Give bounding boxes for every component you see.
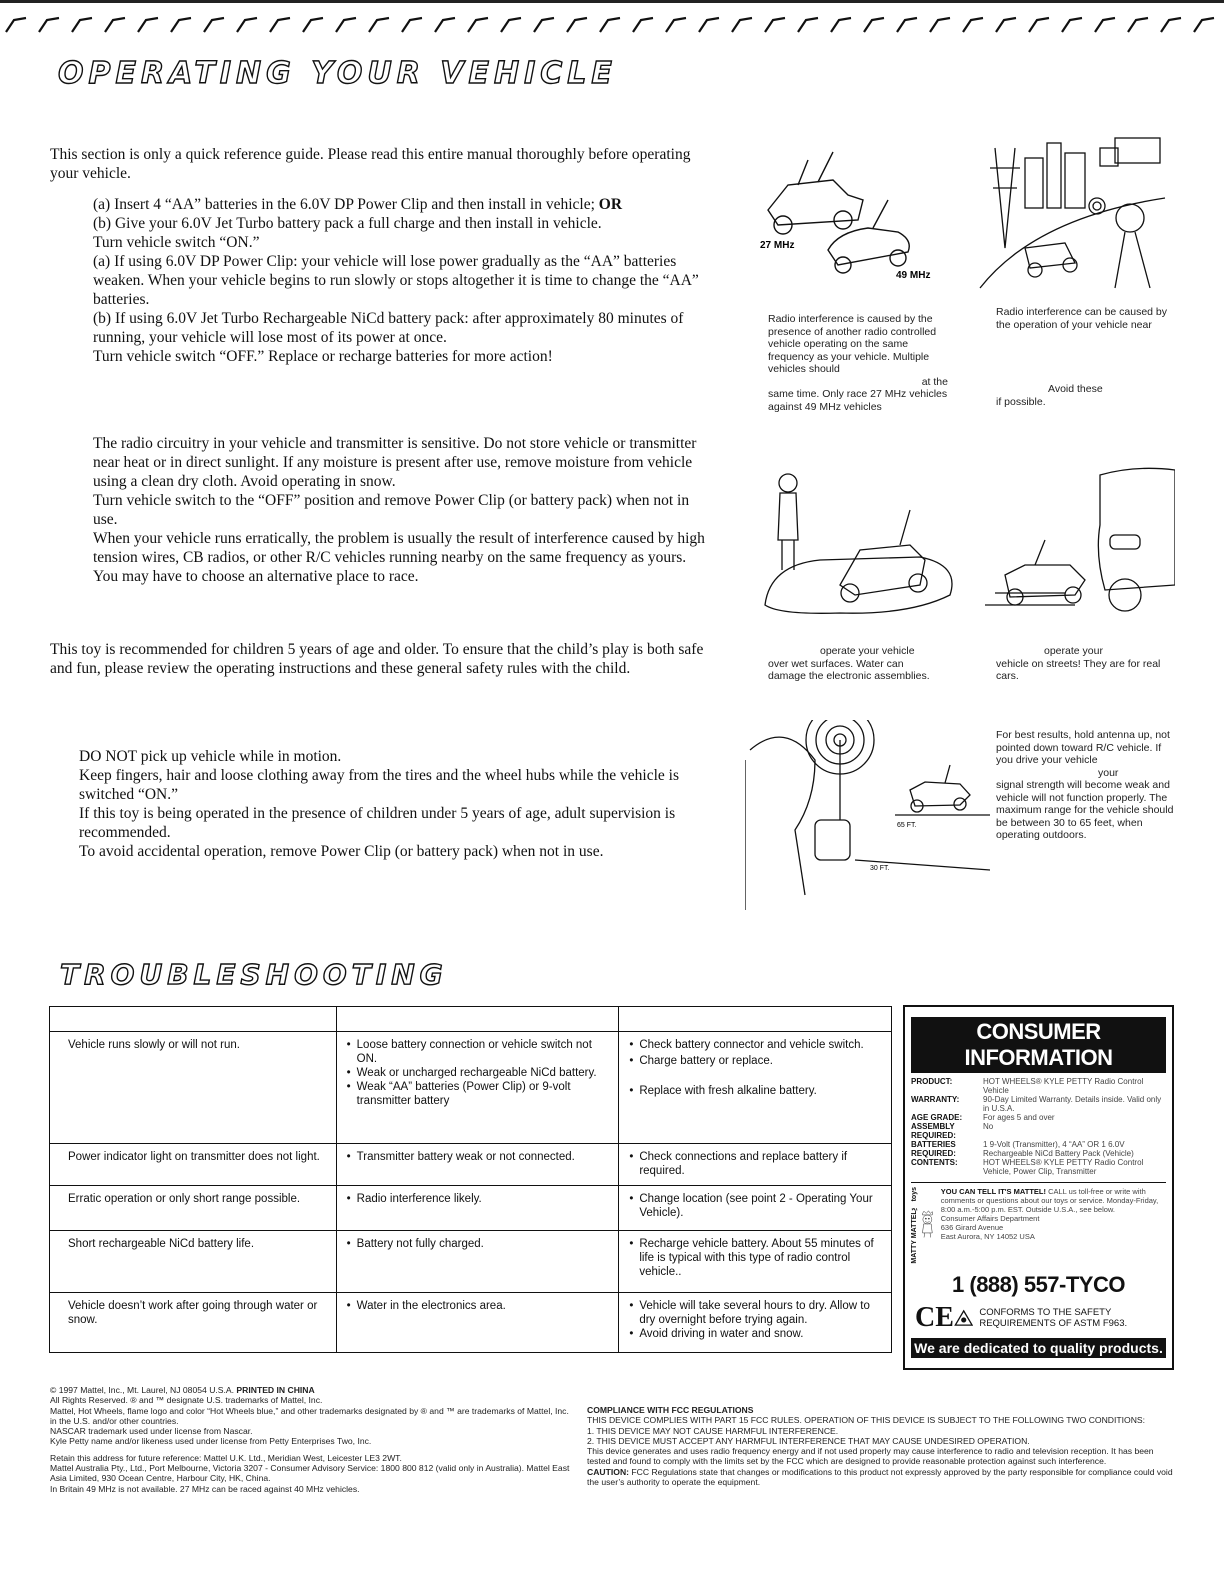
- ce-mark: CE: [915, 1301, 954, 1333]
- illustration-wet-surface: [760, 465, 960, 625]
- fcc-line: 2. THIS DEVICE MUST ACCEPT ANY HARMFUL INTERFERENCE THAT MAY CAUSE UNDESIRED OPERATION.: [587, 1435, 1030, 1446]
- border-dash: [336, 18, 356, 32]
- border-dash: [1128, 18, 1148, 32]
- cause-item: • Loose battery connection or vehicle switch not ON.: [357, 1038, 611, 1066]
- caption-text: same time. Only race 27 MHz vehicles against 49 MHz vehicles: [768, 388, 948, 413]
- problem-cell: Power indicator light on transmitter does not light.: [50, 1144, 337, 1186]
- table-row: [50, 1293, 892, 1353]
- fcc-title: COMPLIANCE WITH FCC REGULATIONS: [587, 1405, 754, 1415]
- address-line: East Aurora, NY 14052 USA: [940, 1232, 1035, 1241]
- border-dash: [699, 18, 719, 32]
- step-3a: (a) If using 6.0V DP Power Clip: your vehicle will lose power gradually as the “AA” batteries weaken. When your vehicle begins to run slowly or stops altogether it is time to change the “AA” batteries.: [93, 253, 699, 308]
- safety-rules: [79, 747, 724, 861]
- border-dash: [468, 18, 488, 32]
- consumer-row: [911, 1122, 1166, 1140]
- fcc-caution: [587, 1467, 1175, 1488]
- border-dash: [1062, 18, 1082, 32]
- solution-cell: [619, 1186, 892, 1231]
- legal-line: Mattel, Hot Wheels, flame logo and color “Hot Wheels blue,” and other trademarks designated by ® and ™ are trademarks of Mattel, Inc. in the U.S. and/or other countries.: [50, 1405, 569, 1426]
- consumer-key: WARRANTY:: [911, 1095, 960, 1104]
- safety-intro: This toy is recommended for children 5 years of age and older. To ensure that the child’s play is both safe and fun, please review the operating instructions and these general safety rules with the child.: [50, 641, 704, 677]
- cause-cell: [336, 1144, 619, 1186]
- border-dash: [1161, 18, 1181, 32]
- safety-rule: If this toy is being operated in the presence of children under 5 years of age, adult supervision is recommended.: [79, 805, 676, 841]
- warning-triangle-icon: [954, 1305, 973, 1331]
- legal-line: [50, 1385, 575, 1395]
- cause-item: • Water in the electronics area.: [357, 1299, 611, 1313]
- table-row: [50, 1231, 892, 1293]
- border-dash: [1194, 18, 1214, 32]
- mattel-contact: [911, 1182, 1166, 1264]
- step-emphasis: OR: [598, 196, 623, 213]
- legal-text: © 1997 Mattel, Inc., Mt. Laurel, NJ 08054 U.S.A.: [50, 1385, 237, 1395]
- consumer-key: BATTERIES REQUIRED:: [911, 1140, 956, 1158]
- caption-streets: [996, 645, 1176, 683]
- consumer-key: PRODUCT:: [911, 1077, 953, 1086]
- border-dash: [171, 18, 191, 32]
- label-49mhz: 49 MHz: [896, 270, 931, 281]
- care-paragraph: When your vehicle runs erratically, the problem is usually the result of interference caused by high tension wires, CB radios, or other R/C vehicles running nearby on the same frequency as yours. You may have to choose an alternative place to race.: [93, 530, 705, 585]
- table-row: [50, 1032, 892, 1144]
- legal-line: In Britain 49 MHz is not available. 27 MHz can be raced against 40 MHz vehicles.: [50, 1483, 360, 1494]
- border-dash: [237, 18, 257, 32]
- cause-item: • Battery not fully charged.: [357, 1237, 611, 1251]
- solution-cell: [619, 1293, 892, 1353]
- step-3b: (b) If using 6.0V Jet Turbo Rechargeable NiCd battery pack: after approximately 80 minutes of running, your vehicle will lose most of its power at once.: [93, 310, 684, 346]
- legal-line: Kyle Petty name and/or likeness used under license from Petty Enterprises Two, Inc.: [50, 1436, 372, 1447]
- caption-interference-wires: [996, 306, 1176, 408]
- illustration-range: [745, 720, 990, 910]
- consumer-value: 90-Day Limited Warranty. Details inside. Valid only in U.S.A.: [983, 1095, 1162, 1113]
- caption-text: Radio interference is caused by the presence of another radio controlled vehicle operating on the same frequency as your vehicle. Multiple vehicles should: [768, 313, 937, 375]
- consumer-key: CONTENTS:: [911, 1158, 958, 1167]
- solution-item: • Check battery connector and vehicle switch.: [639, 1038, 883, 1052]
- intro-block: [50, 145, 700, 183]
- border-dash: [138, 18, 158, 32]
- border-dash: [105, 18, 125, 32]
- step-4: Turn vehicle switch “OFF.” Replace or recharge batteries for more action!: [93, 348, 553, 365]
- section-title: OPERATING YOUR VEHICLE: [58, 56, 617, 91]
- illustration-street: [985, 465, 1175, 625]
- border-dash: [369, 18, 389, 32]
- label-27mhz: 27 MHz: [760, 240, 795, 251]
- caption-text: signal strength will become weak and vehicle will not function properly. The maximum range for the vehicle should be between 30 to 65 feet, when operating outdoors.: [996, 779, 1174, 841]
- border-dash: [6, 18, 26, 32]
- safety-intro-block: [50, 640, 715, 678]
- side-label: MATTY MATTEL™ toys: [911, 1187, 918, 1264]
- solution-item: • Avoid driving in water and snow.: [639, 1327, 883, 1341]
- consumer-value: No: [983, 1122, 994, 1131]
- caption-text: For best results, hold antenna up, not pointed down toward R/C vehicle. If you drive your vehicle: [996, 729, 1170, 766]
- caption-text: at the: [921, 375, 948, 388]
- decorative-dash-border: [0, 8, 1224, 42]
- caption-text: your: [1098, 766, 1119, 779]
- cause-cell: [336, 1186, 619, 1231]
- border-dash: [501, 18, 521, 32]
- address-line: Consumer Affairs Department: [940, 1214, 1040, 1223]
- border-dash: [930, 18, 950, 32]
- safety-rule: DO NOT pick up vehicle while in motion.: [79, 748, 342, 765]
- consumer-value: HOT WHEELS® KYLE PETTY Radio Control Vehicle: [983, 1077, 1144, 1095]
- table-row: [50, 1186, 892, 1231]
- cause-item: • Weak or uncharged rechargeable NiCd battery.: [357, 1066, 611, 1080]
- border-dash: [534, 18, 554, 32]
- border-dash: [402, 18, 422, 32]
- solution-cell: [619, 1231, 892, 1293]
- border-dash: [732, 18, 752, 32]
- caption-text: Radio interference can be caused by the operation of your vehicle near: [996, 306, 1168, 331]
- tell-block: [941, 1187, 1166, 1264]
- border-dash: [864, 18, 884, 32]
- caption-text: operate your vehicle: [820, 645, 915, 657]
- consumer-value: HOT WHEELS® KYLE PETTY Radio Control Vehicle, Power Clip, Transmitter: [983, 1158, 1144, 1176]
- consumer-key: ASSEMBLY REQUIRED:: [911, 1122, 956, 1140]
- legal-line: Mattel Australia Pty., Ltd., Port Melbourne, Victoria 3207 - Consumer Advisory Service: 1800 800 812 (valid only in Australia). Mattel East Asia Limited, 930 Ocean Centre, Harbour City, HK, China.: [50, 1463, 570, 1484]
- caption-range: [996, 729, 1174, 842]
- consumer-row: [911, 1140, 1166, 1158]
- tell-title: YOU CAN TELL IT'S MATTEL!: [940, 1187, 1046, 1196]
- caption-wet-surface: [768, 645, 943, 683]
- mascot-illustration: [918, 1187, 937, 1262]
- border-dash: [1095, 18, 1115, 32]
- border-dash: [39, 18, 59, 32]
- column-header: [50, 1007, 337, 1032]
- safety-rule: To avoid accidental operation, remove Power Clip (or battery pack) when not in use.: [79, 843, 604, 860]
- column-header: [336, 1007, 619, 1032]
- border-dash: [435, 18, 455, 32]
- solution-item: • Change location (see point 2 - Operating Your Vehicle).: [639, 1192, 883, 1220]
- top-border: [0, 0, 1224, 3]
- border-dash: [600, 18, 620, 32]
- border-dash: [765, 18, 785, 32]
- illustration-two-cars: [748, 140, 968, 290]
- cause-item: • Transmitter battery weak or not connected.: [357, 1150, 611, 1164]
- cause-cell: [336, 1231, 619, 1293]
- legal-line: NASCAR trademark used under license from Nascar.: [50, 1426, 253, 1437]
- table-row: [50, 1144, 892, 1186]
- caution-label: CAUTION:: [587, 1466, 630, 1477]
- troubleshooting-table: [49, 1006, 892, 1353]
- border-dash: [567, 18, 587, 32]
- border-dash: [204, 18, 224, 32]
- caption-interference-vehicles: [768, 313, 948, 413]
- consumer-information-box: [903, 1005, 1174, 1370]
- solution-cell: [619, 1032, 892, 1144]
- safety-conformance: [915, 1302, 1162, 1334]
- label-30ft: 30 FT.: [870, 865, 890, 872]
- intro-paragraph: This section is only a quick reference guide. Please read this entire manual thoroughly before operating your vehicle.: [50, 146, 691, 182]
- border-dash: [303, 18, 323, 32]
- cause-cell: [336, 1032, 619, 1144]
- border-dash: [996, 18, 1016, 32]
- caption-text: operate your: [1044, 645, 1103, 657]
- caption-text: over wet surfaces. Water can damage the electronic assemblies.: [768, 657, 930, 682]
- caption-text: Avoid these: [1048, 383, 1103, 395]
- border-dash: [963, 18, 983, 32]
- solution-item: • Replace with fresh alkaline battery.: [639, 1084, 883, 1098]
- caption-text: if possible.: [996, 395, 1046, 408]
- border-dash: [666, 18, 686, 32]
- consumer-row: [911, 1095, 1166, 1113]
- solution-item: • Charge battery or replace.: [639, 1054, 883, 1068]
- solution-item: • Check connections and replace battery if required.: [639, 1150, 883, 1178]
- consumer-info-title: CONSUMER INFORMATION: [911, 1017, 1166, 1073]
- step-text: (a) Insert 4 “AA” batteries in the 6.0V DP Power Clip and then install in vehicle;: [93, 196, 599, 213]
- legal-emphasis: PRINTED IN CHINA: [236, 1385, 315, 1395]
- care-block: [93, 434, 713, 586]
- fcc-line: 1. THIS DEVICE MAY NOT CAUSE HARMFUL INTERFERENCE.: [587, 1425, 839, 1436]
- cause-item: • Weak “AA” batteries (Power Clip) or 9-volt transmitter battery: [357, 1080, 611, 1108]
- step-1b: (b) Give your 6.0V Jet Turbo battery pack a full charge and then install in vehicle.: [93, 215, 602, 232]
- problem-cell: Erratic operation or only short range possible.: [50, 1186, 337, 1231]
- border-dash: [831, 18, 851, 32]
- legal-line: Retain this address for future reference: Mattel U.K. Ltd., Meridian West, Leicester LE3 2WT.: [50, 1452, 402, 1463]
- border-dash: [72, 18, 92, 32]
- cause-item: • Radio interference likely.: [357, 1192, 611, 1206]
- label-65ft: 65 FT.: [897, 822, 917, 829]
- table-header-row: [50, 1007, 892, 1032]
- solution-item: • Recharge vehicle battery. About 55 minutes of life is typical with this type of radio control vehicle..: [639, 1237, 883, 1279]
- column-header: [619, 1007, 892, 1032]
- cause-cell: [336, 1293, 619, 1353]
- consumer-row: [911, 1077, 1166, 1095]
- phone-number: 1 (888) 557-TYCO: [952, 1271, 1125, 1297]
- address-line: 636 Girard Avenue: [940, 1223, 1004, 1232]
- border-dash: [633, 18, 653, 32]
- caption-text: vehicle on streets! They are for real cars.: [996, 657, 1161, 682]
- care-paragraph: Turn vehicle switch to the “OFF” position and remove Power Clip (or battery pack) when not in use.: [93, 492, 690, 528]
- problem-cell: Vehicle runs slowly or will not run.: [50, 1032, 337, 1144]
- border-dash: [270, 18, 290, 32]
- care-paragraph: The radio circuitry in your vehicle and transmitter is sensitive. Do not store vehicle or transmitter near heat or in direct sunlight. If any moisture is present after use, remove moisture from vehicle using a clean dry cloth. Avoid operating in snow.: [93, 435, 697, 490]
- consumer-value: 1 9-Volt (Transmitter), 4 “AA” OR 1 6.0V Rechargeable NiCd Battery Pack (Vehicle): [983, 1140, 1134, 1158]
- consumer-row: [911, 1158, 1166, 1176]
- legal-line: All Rights Reserved. ® and ™ designate U.S. trademarks of Mattel, Inc.: [50, 1395, 323, 1406]
- safety-rule: Keep fingers, hair and loose clothing away from the tires and the wheel hubs while the vehicle is switched “ON.”: [79, 767, 680, 803]
- border-dash: [798, 18, 818, 32]
- conforms-text: CONFORMS TO THE SAFETY REQUIREMENTS OF ASTM F963.: [979, 1306, 1128, 1329]
- illustration-power-lines: [975, 128, 1175, 298]
- solution-item: • Vehicle will take several hours to dry. Allow to dry overnight before trying again.: [639, 1299, 883, 1327]
- troubleshooting-title: TROUBLESHOOTING: [60, 958, 448, 991]
- consumer-key: AGE GRADE:: [911, 1113, 963, 1122]
- consumer-row: [911, 1113, 1166, 1122]
- caution-text: FCC Regulations state that changes or modifications to this product not expressly approved by the party responsible for compliance could void the user’s authority to operate the equipment.: [587, 1466, 1173, 1488]
- fcc-line: This device generates and uses radio frequency energy and if not used properly may cause interference to radio and television reception. It has been tested and found to comply with the limits set by the FCC which are designed to provide reasonable protection against such interference.: [587, 1446, 1154, 1467]
- problem-cell: Short rechargeable NiCd battery life.: [50, 1231, 337, 1293]
- fcc-line: THIS DEVICE COMPLIES WITH PART 15 FCC RULES. OPERATION OF THIS DEVICE IS SUBJECT TO THE FOLLOWING TWO CONDITIONS:: [587, 1415, 1146, 1426]
- border-dash: [897, 18, 917, 32]
- operating-steps: [93, 195, 708, 366]
- border-dash: [1029, 18, 1049, 32]
- tell-text: CALL us toll-free or write with comments or questions about our toys or service. Monday-Friday, 8:00 a.m.-5:00 p.m. EST. Outside U.S.A., see below.: [940, 1187, 1159, 1214]
- dedicated-banner: We are dedicated to quality products.: [911, 1338, 1166, 1358]
- problem-cell: Vehicle doesn’t work after going through water or snow.: [50, 1293, 337, 1353]
- step-1a: [93, 195, 708, 214]
- legal-notice: [50, 1385, 575, 1494]
- fcc-compliance: [587, 1405, 1175, 1487]
- solution-cell: [619, 1144, 892, 1186]
- step-2: Turn vehicle switch “ON.”: [93, 234, 260, 251]
- consumer-value: For ages 5 and over: [983, 1113, 1055, 1122]
